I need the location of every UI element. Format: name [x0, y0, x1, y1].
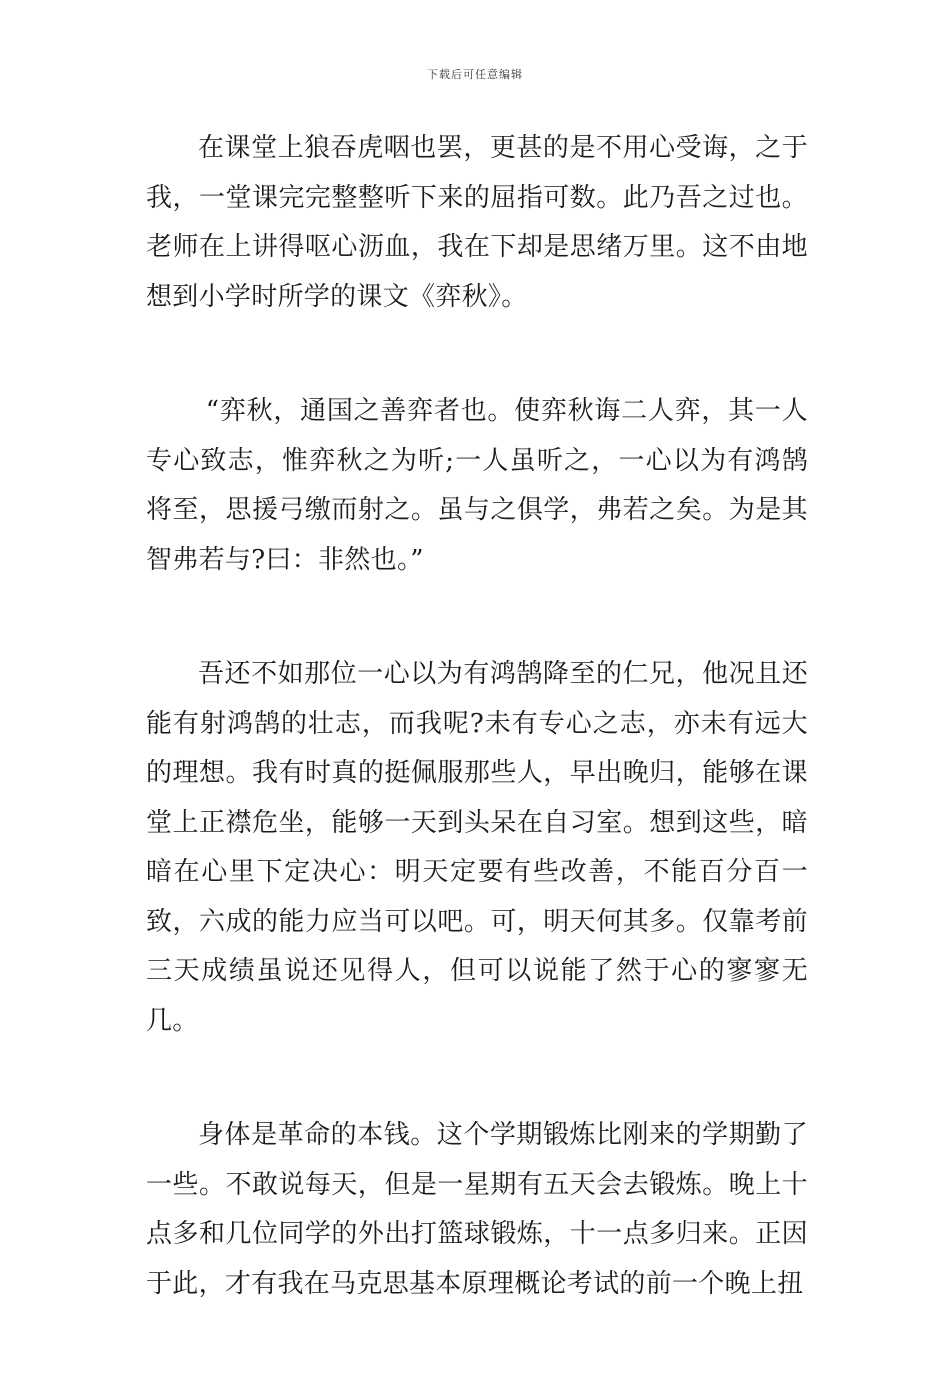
- paragraph-2-quote: “弈秋，通国之善弈者也。使弈秋诲二人弈，其一人专心致志，惟弈秋之为听;一人虽听之，一心以为有鸿鹄将至，思援弓缴而射之。虽与之俱学，弗若之矣。为是其智弗若与?曰：非然也。”: [146, 396, 808, 575]
- paragraph-4: 身体是革命的本钱。这个学期锻炼比刚来的学期勤了一些。不敢说每天，但是一星期有五天会去锻炼。晚上十点多和几位同学的外出打篮球锻炼，十一点多归来。正因于此，才有我在马克思基本原理概论考试的前一个晚上扭: [146, 1120, 808, 1299]
- paragraph-1: 在课堂上狼吞虎咽也罢，更甚的是不用心受诲，之于我，一堂课完完整整听下来的屈指可数。此乃吾之过也。老师在上讲得呕心沥血，我在下却是思绪万里。这不由地想到小学时所学的课文《弈秋》。: [146, 133, 808, 312]
- page-header: 下载后可任意编辑: [427, 68, 523, 81]
- document-body: [146, 124, 808, 1374]
- paragraph-3: 吾还不如那位一心以为有鸿鹄降至的仁兄，他况且还能有射鸿鹄的壮志，而我呢?未有专心之志，亦未有远大的理想。我有时真的挺佩服那些人，早出晚归，能够在课堂上正襟危坐，能够一天到头呆在自习室。想到这些，暗暗在心里下定决心：明天定要有些改善，不能百分百一致，六成的能力应当可以吧。可，明天何其多。仅靠考前三天成绩虽说还见得人，但可以说能了然于心的寥寥无几。: [146, 659, 808, 1036]
